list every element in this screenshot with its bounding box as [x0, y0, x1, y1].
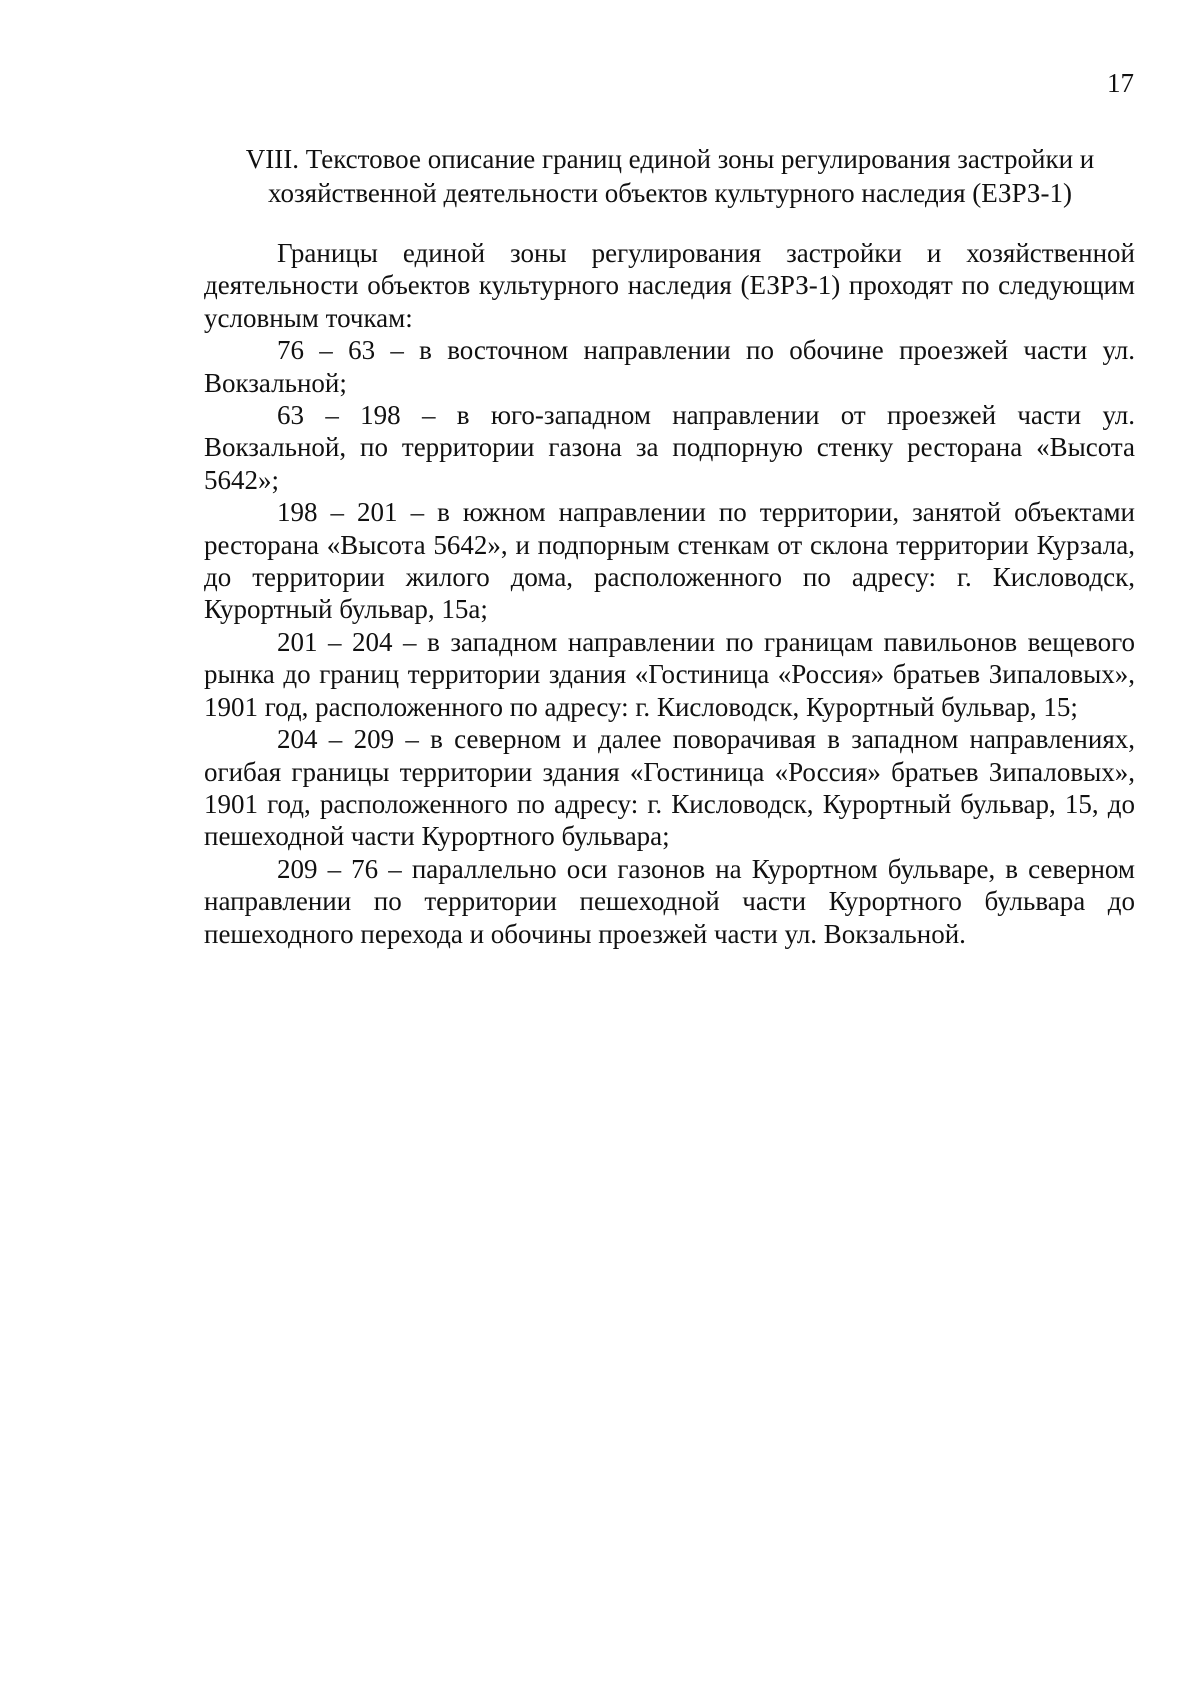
- boundary-segment-63-198: 63 – 198 – в юго-западном направлении от проезжей части ул. Вокзальной, по территории газона за подпорную стенку ресторана «Высота 5642»;: [204, 400, 1135, 495]
- heading-line-1: VIII. Текстовое описание границ единой зоны регулирования застройки и: [245, 144, 1095, 174]
- boundary-segment-204-209: 204 – 209 – в северном и далее поворачивая в западном направлениях, огибая границы территории здания «Гостиница «Россия» братьев Зипаловых», 1901 год, расположенного по адресу: г. Кисловодск, Курортный бульвар, 15, до пешеходной части Курортного бульвара;: [204, 724, 1135, 852]
- intro-paragraph: Границы единой зоны регулирования застройки и хозяйственной деятельности объектов культурного наследия (ЕЗРЗ-1) проходят по следующим условным точкам:: [204, 238, 1135, 333]
- heading-line-2: хозяйственной деятельности объектов культурного наследия (ЕЗРЗ-1): [268, 178, 1072, 208]
- boundary-segment-198-201: 198 – 201 – в южном направлении по территории, занятой объектами ресторана «Высота 5642», и подпорным стенкам от склона территории Курзала, до территории жилого дома, расположенного по адресу: г. Кисловодск, Курортный бульвар, 15а;: [204, 497, 1135, 625]
- boundary-segment-76-63: 76 – 63 – в восточном направлении по обочине проезжей части ул. Вокзальной;: [204, 335, 1135, 398]
- boundary-segment-201-204: 201 – 204 – в западном направлении по границам павильонов вещевого рынка до границ территории здания «Гостиница «Россия» братьев Зипаловых», 1901 год, расположенного по адресу: г. Кисловодск, Курортный бульвар, 15;: [204, 626, 1135, 722]
- document-body: [204, 237, 1135, 950]
- section-heading: [205, 142, 1135, 210]
- page-number: 17: [1107, 68, 1134, 98]
- boundary-segment-209-76: 209 – 76 – параллельно оси газонов на Курортном бульваре, в северном направлении по территории пешеходной части Курортного бульвара до пешеходного перехода и обочины проезжей части ул. Вокзальной.: [204, 853, 1135, 949]
